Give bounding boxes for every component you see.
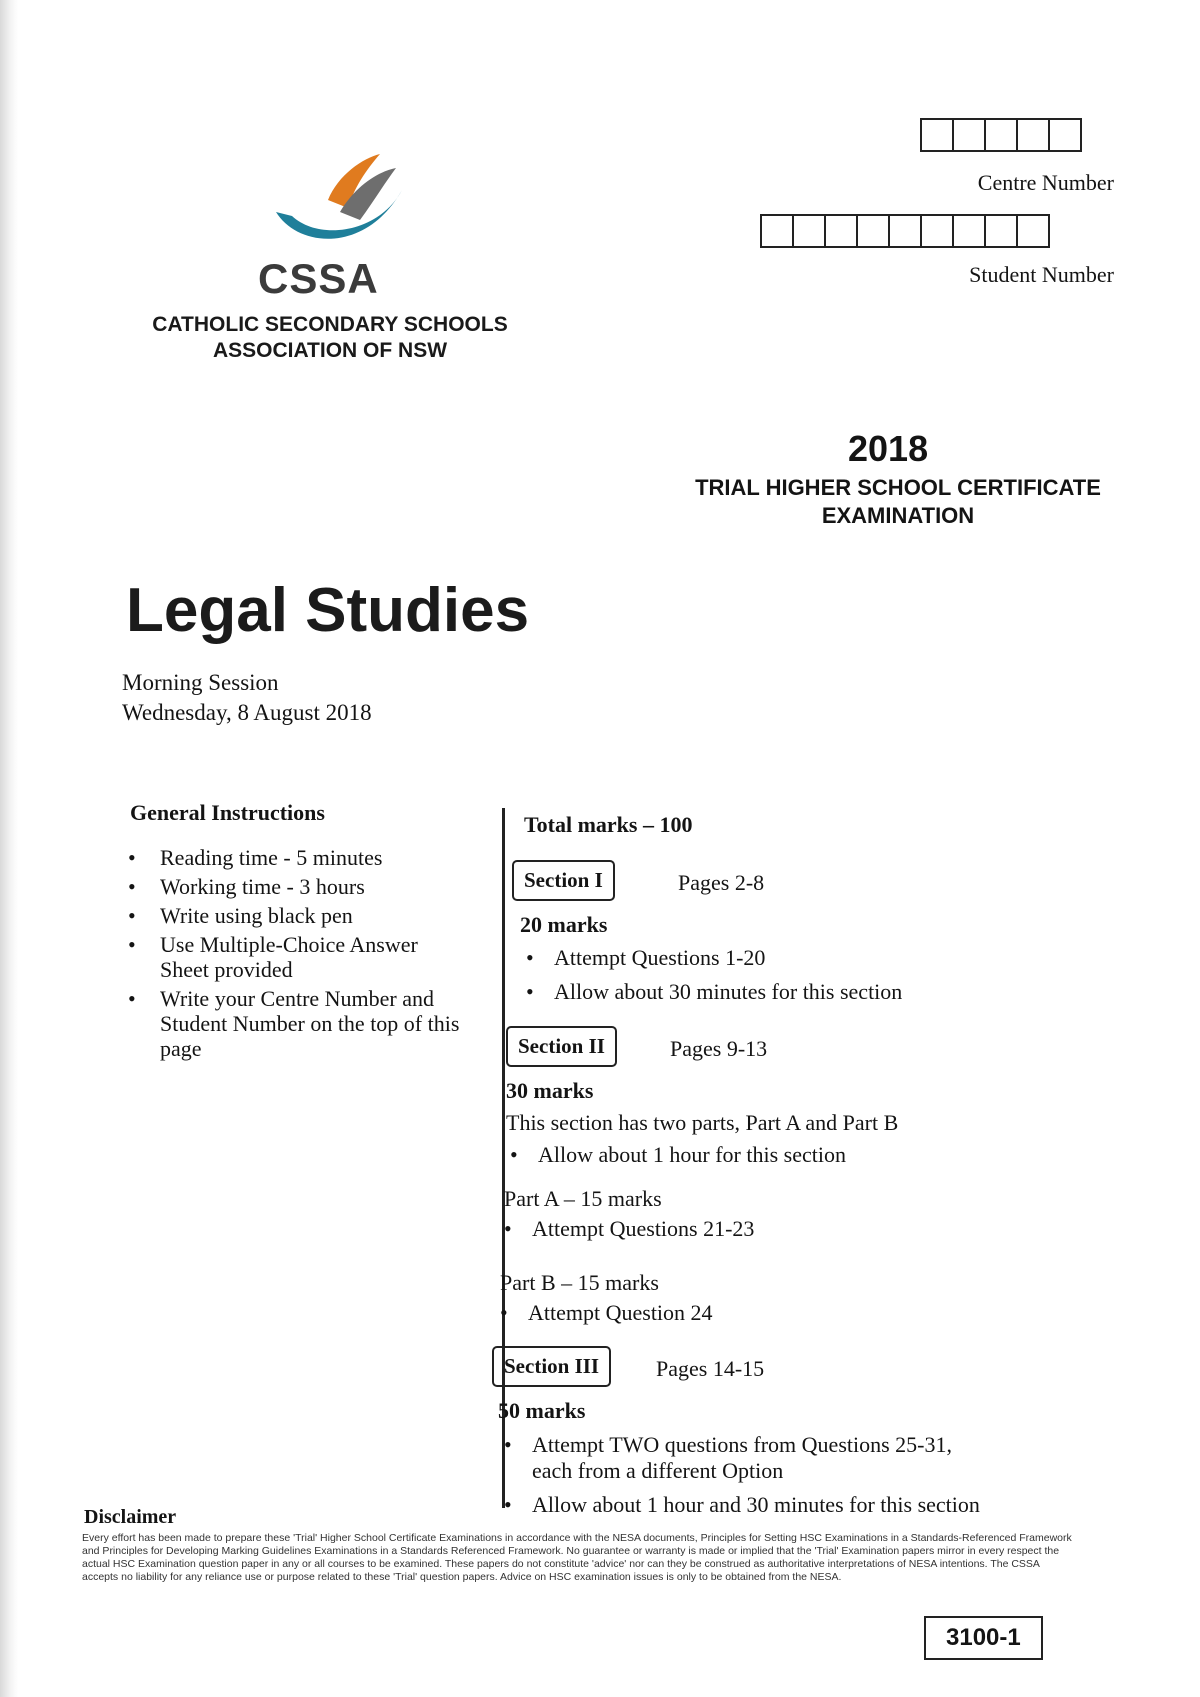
instruction-item: • Use Multiple-Choice Answer Sheet provided: [124, 932, 469, 982]
section3-bullet: • Attempt TWO questions from Questions 25-31, each from a different Option: [494, 1432, 972, 1484]
section2-bullet: • Allow about 1 hour for this section: [500, 1142, 960, 1168]
centre-number-digit-box[interactable]: [952, 118, 986, 152]
section1-bullet: • Attempt Questions 1-20: [516, 945, 976, 971]
section2-partA-bullets: [494, 1216, 954, 1242]
scan-edge: [0, 0, 18, 1697]
instruction-item: • Write your Centre Number and Student Number on the top of this page: [124, 986, 469, 1061]
student-number-digit-box[interactable]: [792, 214, 826, 248]
instruction-item: • Write using black pen: [124, 903, 469, 928]
student-number-boxes[interactable]: [760, 214, 1048, 248]
cssa-logo-icon: [268, 150, 408, 260]
paper-code: 3100-1: [924, 1616, 1043, 1660]
section1-bullets: [516, 945, 976, 1005]
general-instructions-list: [124, 845, 469, 1065]
section2-label: Section II: [506, 1026, 617, 1067]
logo-acronym: CSSA: [258, 255, 379, 302]
section2-partB-bullet: • Attempt Question 24: [490, 1300, 950, 1326]
section3-bullets: [494, 1432, 1024, 1518]
section2-partA-bullet: • Attempt Questions 21-23: [494, 1216, 954, 1242]
exam-title-line1: TRIAL HIGHER SCHOOL CERTIFICATE: [695, 475, 1101, 500]
section1-marks: 20 marks: [520, 912, 608, 937]
logo-association-name: [130, 312, 530, 364]
student-number-digit-box[interactable]: [984, 214, 1018, 248]
section3-marks: 50 marks: [498, 1398, 586, 1423]
section3-bullet: • Allow about 1 hour and 30 minutes for this section: [494, 1492, 1024, 1518]
centre-number-label: Centre Number: [977, 170, 1114, 195]
section3-pages: Pages 14-15: [656, 1356, 765, 1381]
centre-number-boxes[interactable]: [920, 118, 1080, 152]
centre-number-digit-box[interactable]: [984, 118, 1018, 152]
disclaimer-heading: Disclaimer: [84, 1506, 177, 1528]
session-name: Morning Session: [122, 670, 279, 695]
student-number-digit-box[interactable]: [888, 214, 922, 248]
section2-bullets: [500, 1142, 960, 1168]
logo-line2: ASSOCIATION OF NSW: [212, 339, 448, 362]
exam-title: [668, 474, 1128, 530]
section1-bullet: • Allow about 30 minutes for this section: [516, 979, 976, 1005]
general-instructions-heading: General Instructions: [130, 800, 325, 825]
section2-pages: Pages 9-13: [670, 1036, 768, 1061]
instruction-item: • Reading time - 5 minutes: [124, 845, 469, 870]
section2-marks: 30 marks: [506, 1078, 594, 1103]
section2-intro: This section has two parts, Part A and Part B: [506, 1110, 899, 1135]
student-number-digit-box[interactable]: [824, 214, 858, 248]
student-number-digit-box[interactable]: [856, 214, 890, 248]
centre-number-digit-box[interactable]: [1016, 118, 1050, 152]
student-number-digit-box[interactable]: [920, 214, 954, 248]
student-number-digit-box[interactable]: [1016, 214, 1050, 248]
centre-number-digit-box[interactable]: [920, 118, 954, 152]
exam-year: 2018: [848, 428, 929, 469]
student-number-label: Student Number: [969, 262, 1114, 287]
subject-title: Legal Studies: [126, 576, 530, 645]
student-number-digit-box[interactable]: [952, 214, 986, 248]
session-date: Wednesday, 8 August 2018: [122, 700, 372, 725]
section2-partB-bullets: [490, 1300, 950, 1326]
section1-pages: Pages 2-8: [678, 870, 765, 895]
section2-partA: Part A – 15 marks: [504, 1186, 662, 1211]
section1-label: Section I: [512, 860, 615, 901]
instruction-item: • Working time - 3 hours: [124, 874, 469, 899]
section3-label: Section III: [492, 1346, 611, 1387]
logo-line1: CATHOLIC SECONDARY SCHOOLS: [152, 313, 508, 336]
section2-partB: Part B – 15 marks: [500, 1270, 659, 1295]
disclaimer-text: Every effort has been made to prepare these 'Trial' Higher School Certificate Examinations in accordance with the NESA documents, Principles for Setting HSC Examinations in a Standards-Referenced Framework and Principles for Developing Marking Guidelines Examinations in a Standards Referenced Framework. No guarantee or warranty is made or implied that the 'Trial' Examination papers mirror in every respect the actual HSC Examination question paper in any or all courses to be examined. These papers do not constitute 'advice' nor can they be construed as authoritative interpretations of NESA intentions. The CSSA accepts no liability for any reliance use or purpose related to these 'Trial' question papers. Advice on HSC examination issues is only to be obtained from the NESA.: [82, 1532, 1072, 1583]
centre-number-digit-box[interactable]: [1048, 118, 1082, 152]
session-info: [122, 668, 372, 728]
student-number-digit-box[interactable]: [760, 214, 794, 248]
total-marks: Total marks – 100: [524, 812, 693, 837]
exam-title-line2: EXAMINATION: [821, 503, 975, 528]
